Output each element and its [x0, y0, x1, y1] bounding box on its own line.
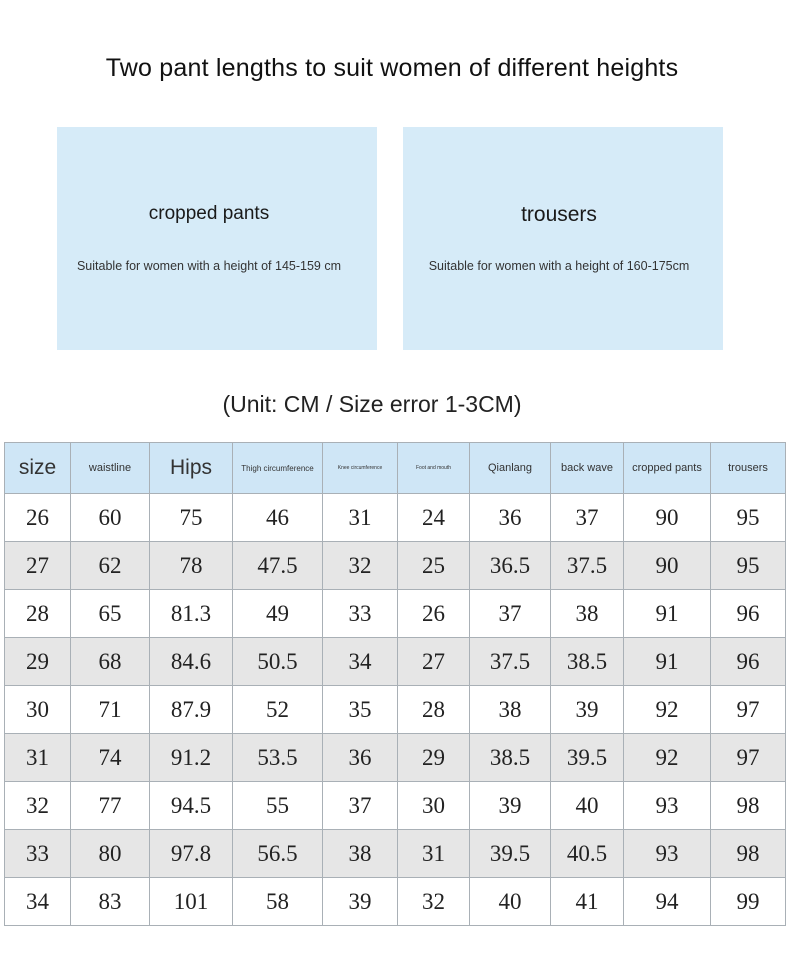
- cell-size: 29: [5, 638, 71, 686]
- header-cropped-pants: cropped pants: [624, 443, 711, 494]
- table-row: [5, 590, 786, 638]
- cell-size: 32: [5, 782, 71, 830]
- table-row: [5, 686, 786, 734]
- table-row: [5, 782, 786, 830]
- cell-trousers: 95: [711, 542, 786, 590]
- cell-waistline: 80: [71, 830, 150, 878]
- cell-waistline: 65: [71, 590, 150, 638]
- cell-qianlang: 40: [470, 878, 551, 926]
- cell-foot-mouth: 25: [398, 542, 470, 590]
- cell-back-wave: 37: [551, 494, 624, 542]
- cell-thigh: 47.5: [233, 542, 323, 590]
- cell-back-wave: 37.5: [551, 542, 624, 590]
- cell-size: 26: [5, 494, 71, 542]
- cell-thigh: 50.5: [233, 638, 323, 686]
- cell-trousers: 96: [711, 638, 786, 686]
- cell-trousers: 99: [711, 878, 786, 926]
- cell-thigh: 52: [233, 686, 323, 734]
- cell-thigh: 46: [233, 494, 323, 542]
- cell-size: 27: [5, 542, 71, 590]
- cell-hips: 101: [150, 878, 233, 926]
- cell-qianlang: 37.5: [470, 638, 551, 686]
- table-row: [5, 494, 786, 542]
- cell-cropped-pants: 91: [624, 638, 711, 686]
- cell-hips: 97.8: [150, 830, 233, 878]
- cell-waistline: 60: [71, 494, 150, 542]
- cell-size: 30: [5, 686, 71, 734]
- header-size: size: [5, 443, 71, 494]
- trousers-description: Suitable for women with a height of 160-175cm: [428, 259, 690, 273]
- cell-cropped-pants: 90: [624, 494, 711, 542]
- table-header-row: [5, 443, 786, 494]
- cell-trousers: 96: [711, 590, 786, 638]
- cell-trousers: 97: [711, 734, 786, 782]
- cell-thigh: 58: [233, 878, 323, 926]
- cell-qianlang: 36.5: [470, 542, 551, 590]
- header-waistline: waistline: [71, 443, 150, 494]
- cell-cropped-pants: 92: [624, 734, 711, 782]
- cropped-pants-title: cropped pants: [148, 203, 270, 224]
- cropped-pants-card: [57, 127, 377, 350]
- size-table: [4, 442, 786, 926]
- cell-foot-mouth: 32: [398, 878, 470, 926]
- table-row: [5, 542, 786, 590]
- cell-waistline: 74: [71, 734, 150, 782]
- cell-foot-mouth: 27: [398, 638, 470, 686]
- cell-qianlang: 36: [470, 494, 551, 542]
- cell-hips: 87.9: [150, 686, 233, 734]
- cell-cropped-pants: 90: [624, 542, 711, 590]
- cell-hips: 75: [150, 494, 233, 542]
- cell-foot-mouth: 31: [398, 830, 470, 878]
- table-row: [5, 878, 786, 926]
- header-back-wave: back wave: [551, 443, 624, 494]
- cell-foot-mouth: 29: [398, 734, 470, 782]
- cell-hips: 81.3: [150, 590, 233, 638]
- cell-thigh: 55: [233, 782, 323, 830]
- cell-cropped-pants: 93: [624, 782, 711, 830]
- cell-waistline: 83: [71, 878, 150, 926]
- header-foot-mouth: Foot and mouth: [398, 443, 470, 494]
- cell-hips: 78: [150, 542, 233, 590]
- cell-back-wave: 40.5: [551, 830, 624, 878]
- trousers-card: [403, 127, 723, 350]
- cell-cropped-pants: 92: [624, 686, 711, 734]
- cell-size: 31: [5, 734, 71, 782]
- cell-knee: 37: [323, 782, 398, 830]
- cell-trousers: 98: [711, 782, 786, 830]
- table-row: [5, 734, 786, 782]
- cell-foot-mouth: 26: [398, 590, 470, 638]
- cell-trousers: 98: [711, 830, 786, 878]
- cell-size: 28: [5, 590, 71, 638]
- trousers-title: trousers: [521, 203, 597, 226]
- cell-qianlang: 39: [470, 782, 551, 830]
- cell-back-wave: 41: [551, 878, 624, 926]
- cell-cropped-pants: 91: [624, 590, 711, 638]
- cell-cropped-pants: 94: [624, 878, 711, 926]
- cell-knee: 31: [323, 494, 398, 542]
- cell-hips: 91.2: [150, 734, 233, 782]
- cell-knee: 33: [323, 590, 398, 638]
- cell-size: 34: [5, 878, 71, 926]
- cell-thigh: 56.5: [233, 830, 323, 878]
- cell-waistline: 71: [71, 686, 150, 734]
- cell-trousers: 97: [711, 686, 786, 734]
- cell-thigh: 53.5: [233, 734, 323, 782]
- cell-thigh: 49: [233, 590, 323, 638]
- cell-trousers: 95: [711, 494, 786, 542]
- cell-back-wave: 40: [551, 782, 624, 830]
- cell-foot-mouth: 24: [398, 494, 470, 542]
- cell-foot-mouth: 28: [398, 686, 470, 734]
- cell-qianlang: 39.5: [470, 830, 551, 878]
- cell-waistline: 62: [71, 542, 150, 590]
- cropped-pants-description: Suitable for women with a height of 145-159 cm: [76, 259, 342, 273]
- header-hips: Hips: [150, 443, 233, 494]
- header-knee: Knee circumference: [323, 443, 398, 494]
- cell-hips: 94.5: [150, 782, 233, 830]
- cell-knee: 34: [323, 638, 398, 686]
- cell-knee: 39: [323, 878, 398, 926]
- cell-knee: 36: [323, 734, 398, 782]
- cell-qianlang: 38: [470, 686, 551, 734]
- cell-knee: 32: [323, 542, 398, 590]
- cell-waistline: 77: [71, 782, 150, 830]
- cell-back-wave: 39.5: [551, 734, 624, 782]
- table-row: [5, 830, 786, 878]
- cell-size: 33: [5, 830, 71, 878]
- cell-knee: 35: [323, 686, 398, 734]
- page-title: Two pant lengths to suit women of different heights: [105, 54, 679, 82]
- cell-foot-mouth: 30: [398, 782, 470, 830]
- table-row: [5, 638, 786, 686]
- header-trousers: trousers: [711, 443, 786, 494]
- cell-qianlang: 38.5: [470, 734, 551, 782]
- header-qianlang: Qianlang: [470, 443, 551, 494]
- cell-back-wave: 38.5: [551, 638, 624, 686]
- cell-waistline: 68: [71, 638, 150, 686]
- cell-back-wave: 38: [551, 590, 624, 638]
- cell-qianlang: 37: [470, 590, 551, 638]
- unit-note: (Unit: CM / Size error 1-3CM): [222, 391, 522, 417]
- header-thigh: Thigh circumference: [233, 443, 323, 494]
- cell-back-wave: 39: [551, 686, 624, 734]
- cell-knee: 38: [323, 830, 398, 878]
- cell-cropped-pants: 93: [624, 830, 711, 878]
- cell-hips: 84.6: [150, 638, 233, 686]
